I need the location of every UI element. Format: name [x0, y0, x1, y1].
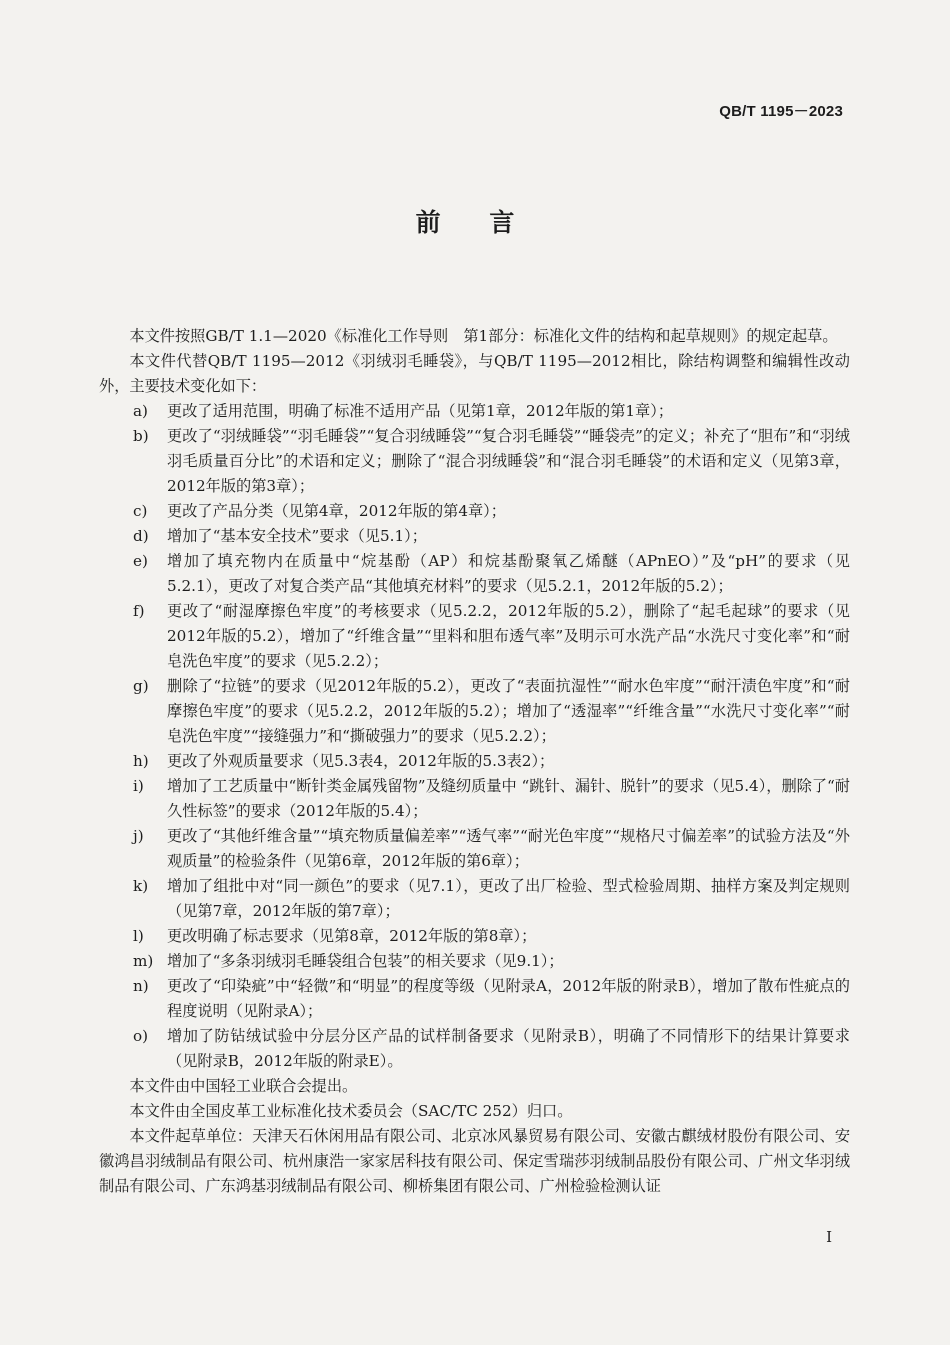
list-item	[99, 549, 850, 599]
list-item	[99, 774, 850, 824]
page-title: 前 言	[415, 208, 535, 237]
list-marker: c)	[133, 502, 148, 520]
list-marker: i)	[133, 777, 144, 795]
list-item-text: 增加了防钻绒试验中分层分区产品的试样制备要求（见附录B），明确了不同情形下的结果计算要求（见附录B，2012年版的附录E）。	[167, 1027, 850, 1070]
list-item-text: 更改了外观质量要求（见5.3表4，2012年版的5.3表2）；	[167, 752, 555, 770]
closing-paragraph: 本文件由中国轻工业联合会提出。	[129, 1077, 358, 1095]
list-item-text: 更改了适用范围，明确了标准不适用产品（见第1章，2012年版的第1章）；	[167, 402, 674, 420]
list-item	[99, 399, 850, 424]
list-item-text: 更改了“印染疵”中“轻微”和“明显”的程度等级（见附录A，2012年版的附录B），增加了散布性疵点的程度说明（见附录A）；	[167, 977, 850, 1020]
closing-paragraph: 本文件起草单位：天津天石休闲用品有限公司、北京冰风暴贸易有限公司、安徽古麒绒材股份有限公司、安徽鸿昌羽绒制品有限公司、杭州康浩一家家居科技有限公司、保定雪瑞莎羽绒制品股份有限公司、广州文华羽绒制品有限公司、广东鸿基羽绒制品有限公司、柳桥集团有限公司、广州检验检测认证	[99, 1127, 850, 1195]
list-marker: b)	[133, 427, 149, 445]
list-item-text: 删除了“拉链”的要求（见2012年版的5.2），更改了“表面抗湿性”“耐水色牢度”“耐汗渍色牢度”和“耐摩擦色牢度”的要求（见5.2.2，2012年版的5.2）；增加了“透湿率”“纤维含量”“水洗尺寸变化率”“耐皂洗色牢度”“接缝强力”和“撕破强力”的要求（见5.2.2）；	[167, 677, 850, 745]
page-number: I	[826, 1228, 832, 1246]
list-item	[99, 949, 850, 974]
list-marker: h)	[133, 752, 149, 770]
list-marker: o)	[133, 1027, 149, 1045]
list-item	[99, 974, 850, 1024]
list-item	[99, 424, 850, 499]
list-item-text: 更改了“其他纤维含量”“填充物质量偏差率”“透气率”“耐光色牢度”“规格尺寸偏差率”的试验方法及“外观质量”的检验条件（见第6章，2012年版的第6章）；	[167, 827, 850, 870]
list-item	[99, 599, 850, 674]
list-item-text: 更改了“耐湿摩擦色牢度”的考核要求（见5.2.2，2012年版的5.2），删除了“起毛起球”的要求（见2012年版的5.2），增加了“纤维含量”“里料和胆布透气率”及明示可水洗产品“水洗尺寸变化率”和“耐皂洗色牢度”的要求（见5.2.2）；	[167, 602, 850, 670]
list-item-text: 增加了填充物内在质量中“烷基酚（AP）和烷基酚聚氧乙烯醚（APnEO）”及“pH”的要求（见5.2.1），更改了对复合类产品“其他填充材料”的要求（见5.2.1，2012年版的5.2）；	[167, 552, 850, 595]
list-marker: n)	[133, 977, 149, 995]
list-marker: d)	[133, 527, 149, 545]
list-item	[99, 749, 850, 774]
list-item	[99, 1024, 850, 1074]
list-item-text: 增加了“基本安全技术”要求（见5.1）；	[167, 527, 427, 545]
list-marker: a)	[133, 402, 148, 420]
list-item-text: 增加了工艺质量中“断针类金属残留物”及缝纫质量中 “跳针、漏针、脱针”的要求（见5.4），删除了“耐久性标签”的要求（2012年版的5.4）；	[167, 777, 850, 820]
list-item	[99, 499, 850, 524]
list-item-text: 更改了“羽绒睡袋”“羽毛睡袋”“复合羽绒睡袋”“复合羽毛睡袋”“睡袋壳”的定义；补充了“胆布”和“羽绒羽毛质量百分比”的术语和定义；删除了“混合羽绒睡袋”和“混合羽毛睡袋”的术语和定义（见第3章，2012年版的第3章）；	[167, 427, 850, 495]
list-marker: j)	[133, 827, 144, 845]
list-item	[99, 874, 850, 924]
list-marker: k)	[133, 877, 149, 895]
document-body	[99, 324, 850, 1199]
list-marker: m)	[133, 952, 154, 970]
list-item	[99, 524, 850, 549]
list-item-text: 更改明确了标志要求（见第8章，2012年版的第8章）；	[167, 927, 537, 945]
list-item	[99, 924, 850, 949]
closing-paragraph: 本文件由全国皮革工业标准化技术委员会（SAC/TC 252）归口。	[129, 1102, 573, 1120]
list-marker: l)	[133, 927, 144, 945]
standard-code: QB/T 1195－2023	[719, 103, 843, 120]
intro-paragraph: 本文件按照GB/T 1.1—2020《标准化工作导则 第1部分：标准化文件的结构和起草规则》的规定起草。	[129, 327, 838, 345]
list-item	[99, 674, 850, 749]
list-marker: e)	[133, 552, 148, 570]
intro-paragraph: 本文件代替QB/T 1195—2012《羽绒羽毛睡袋》，与QB/T 1195—2012相比，除结构调整和编辑性改动外，主要技术变化如下：	[99, 352, 850, 395]
list-item-text: 增加了“多条羽绒羽毛睡袋组合包装”的相关要求（见9.1）；	[167, 952, 564, 970]
changes-list	[99, 399, 850, 1074]
list-item	[99, 824, 850, 874]
list-item-text: 更改了产品分类（见第4章，2012年版的第4章）；	[167, 502, 506, 520]
list-item-text: 增加了组批中对“同一颜色”的要求（见7.1），更改了出厂检验、型式检验周期、抽样方案及判定规则（见第7章，2012年版的第7章）；	[167, 877, 850, 920]
list-marker: g)	[133, 677, 149, 695]
list-marker: f)	[133, 602, 145, 620]
